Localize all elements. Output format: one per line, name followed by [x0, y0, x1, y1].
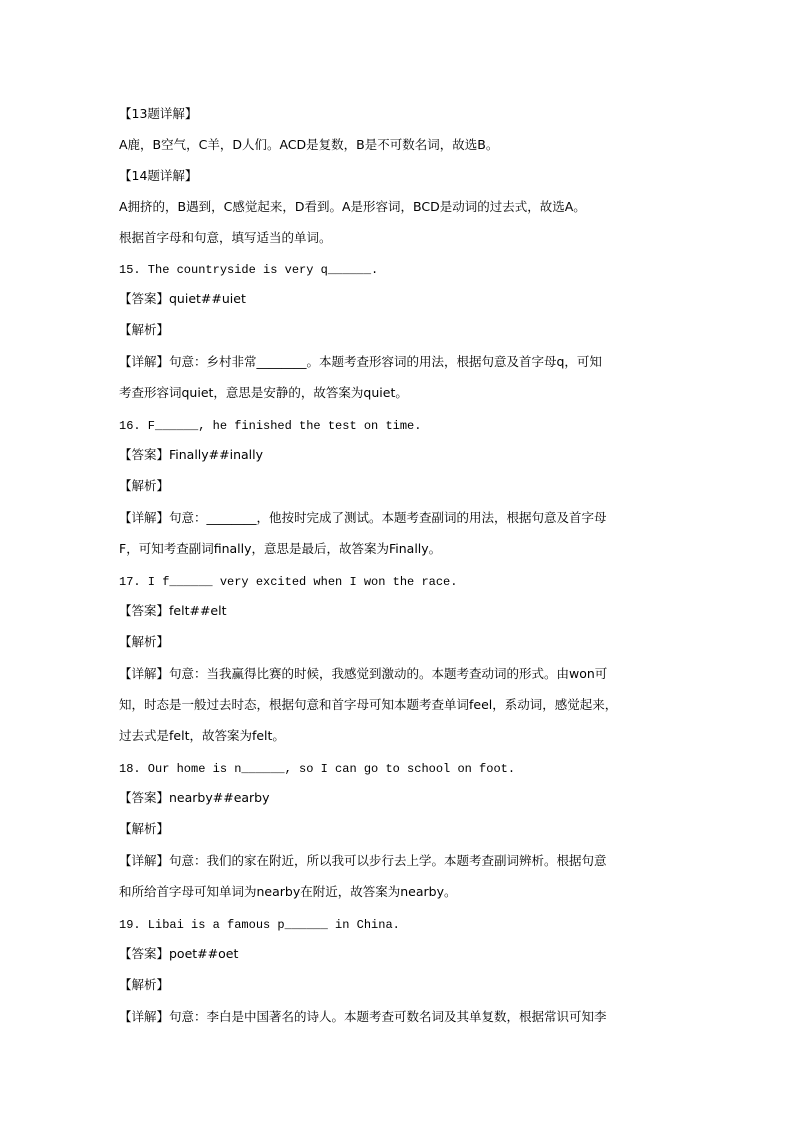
detail-17-line3: 过去式是felt，故答案为felt。	[119, 728, 285, 743]
detail-17-line2: 知，时态是一般过去时态，根据句意和首字母可知本题考查单词feel，系动词，感觉起来，	[119, 697, 618, 712]
section-header-13: 【13题详解】	[119, 106, 198, 121]
answer-19: 【答案】poet##oet	[119, 946, 239, 961]
instructions: 根据首字母和句意，填写适当的单词。	[119, 230, 332, 245]
detail-16-line1: 【详解】句意：________，他按时完成了测试。本题考查副词的用法，根据句意及首字母	[119, 510, 607, 525]
analysis-label-18: 【解析】	[119, 821, 170, 836]
answer-15: 【答案】quiet##uiet	[119, 291, 246, 306]
analysis-label-16: 【解析】	[119, 478, 170, 493]
answer-16: 【答案】Finally##inally	[119, 447, 264, 462]
detail-15-line1: 【详解】句意：乡村非常________。本题考查形容词的用法，根据句意及首字母q，可知	[119, 354, 602, 369]
detail-16-line2: F，可知考查副词finally，意思是最后，故答案为Finally。	[119, 541, 442, 556]
detail-19-line1: 【详解】句意：李白是中国著名的诗人。本题考查可数名词及其单复数，根据常识可知李	[119, 1009, 607, 1024]
answer-explanation-13: A鹿，B空气，C羊，D人们。ACD是复数，B是不可数名词，故选B。	[119, 137, 499, 152]
analysis-label-15: 【解析】	[119, 322, 170, 337]
answer-18: 【答案】nearby##earby	[119, 790, 270, 805]
section-header-14: 【14题详解】	[119, 168, 198, 183]
question-19: 19. Libai is a famous p______ in China.	[119, 918, 400, 932]
analysis-label-17: 【解析】	[119, 634, 170, 649]
question-18: 18. Our home is n______, so I can go to school on foot.	[119, 762, 516, 776]
question-15: 15. The countryside is very q______.	[119, 263, 379, 277]
detail-18-line1: 【详解】句意：我们的家在附近，所以我可以步行去上学。本题考查副词辨析。根据句意	[119, 853, 607, 868]
question-17: 17. I f______ very excited when I won the race.	[119, 575, 458, 589]
question-16: 16. F______, he finished the test on time.	[119, 419, 422, 433]
detail-18-line2: 和所给首字母可知单词为nearby在附近，故答案为nearby。	[119, 884, 457, 899]
detail-17-line1: 【详解】句意：当我赢得比赛的时候，我感觉到激动的。本题考查动词的形式。由won可	[119, 666, 608, 681]
analysis-label-19: 【解析】	[119, 977, 170, 992]
detail-15-line2: 考查形容词quiet，意思是安静的，故答案为quiet。	[119, 385, 408, 400]
answer-17: 【答案】felt##elt	[119, 603, 227, 618]
answer-explanation-14: A拥挤的，B遇到，C感觉起来，D看到。A是形容词，BCD是动词的过去式，故选A。	[119, 199, 586, 214]
